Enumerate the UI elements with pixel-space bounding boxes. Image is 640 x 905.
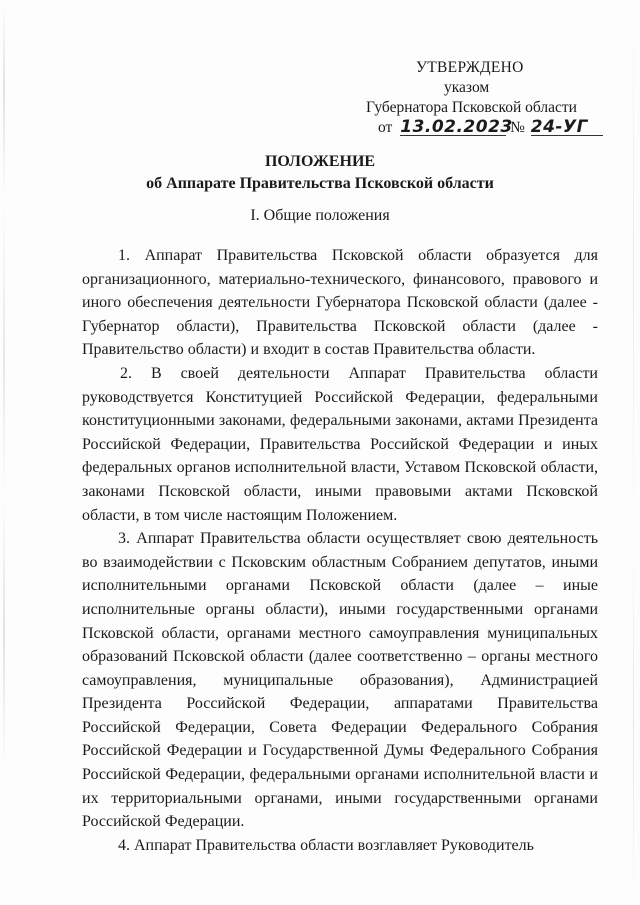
from-prefix: от — [378, 119, 393, 136]
approved-label: УТВЕРЖДЕНО — [416, 59, 524, 76]
handwritten-number: 24-УГ — [531, 119, 603, 136]
paragraph-3: 3. Аппарат Правительства области осуществляет свою деятельность во взаимодействии с Псковским областным Собранием депутатов, иными исполнительными органами Псковской области (далее – иные исполнительные органы области), иными государственными органами Псковской области, органами местного самоуправления муниципальных образований Псковской области (далее соответственно – органы местного самоуправления, муниципальные образования), Администрацией Президента Российской Федерации, аппаратами Правительства Российской Федерации, Совета Федерации Федерального Собрания Российской Федерации и Государственной Думы Федерального Собрания Российской Федерации, федеральными органами исполнительной власти и их территориальными органами, иными государственными органами Российской Федерации. — [82, 530, 598, 831]
approval-stamp-block — [360, 58, 600, 138]
governor-label: Губернатора Псковской области — [366, 99, 577, 116]
document-body — [82, 244, 598, 857]
paragraph-1: 1. Аппарат Правительства Псковской области образуется для организационного, материально-технического, финансового, правового и иного обеспечения деятельности Губернатора Псковской области (далее - Губернатор области), Правительства Псковской области (далее - Правительство области) и входит в состав Правительства области. — [82, 247, 598, 359]
paragraph-2: 2. В своей деятельности Аппарат Правительства области руководствуется Конституцией Российской Федерации, федеральными конституционными законами, федеральными законами, актами Президента Российской Федерации, Правительства Российской Федерации и иных федеральных органов исполнительной власти, Уставом Псковской области, законами Псковской области, иными правовыми актами Псковской области, в том числе настоящим Положением. — [82, 364, 598, 524]
document-title — [0, 152, 640, 194]
title-subheading: об Аппарате Правительства Псковской области — [146, 175, 494, 192]
section-heading: I. Общие положения — [250, 207, 390, 224]
handwritten-date: 13.02.2023 — [400, 117, 513, 137]
decree-label: указом — [444, 79, 490, 96]
paragraph-4: 4. Аппарат Правительства области возглавляет Руководитель — [118, 836, 534, 854]
scan-edge-right — [633, 0, 634, 905]
title-heading: ПОЛОЖЕНИЕ — [264, 153, 376, 170]
decree-date-number-line — [360, 118, 600, 138]
scan-edge-left — [3, 0, 5, 905]
number-sign: № — [510, 119, 525, 136]
